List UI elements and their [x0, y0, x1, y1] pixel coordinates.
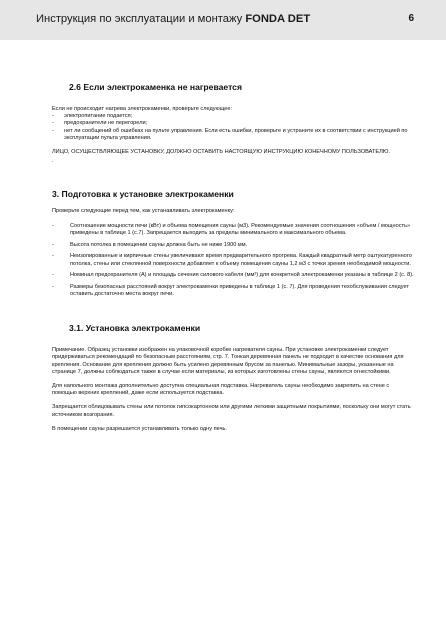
document-body [52, 82, 414, 433]
section-3-intro: Проверьте следующие перед тем, как устанавливать электрокаменку: [52, 208, 235, 215]
section-2-6-intro: Если не происходит нагрева электрокаменки, проверьте следующее: [52, 106, 233, 112]
section-3-1-paragraph: Для напольного монтажа дополнительно доступна специальная подставка. Нагреватель сауны необходимо закрепить на стене с помощью верхних креплений, даже если используется подставка. [52, 383, 390, 397]
header-title-text: Инструкция по эксплуатации и монтажу [36, 13, 243, 25]
section-2-6-heading: 2.6 Если электрокаменка не нагревается [69, 82, 242, 92]
installer-notice: ЛИЦО, ОСУЩЕСТВЛЯЮЩЕЕ УСТАНОВКУ, ДОЛЖНО ОСТАВИТЬ НАСТОЯЩУЮ ИНСТРУКЦИЮ КОНЕЧНОМУ ПОЛЬЗОВАТЕЛЮ. [52, 149, 390, 156]
section-3-1-paragraph: В помещении сауны разрешается устанавливать только одну печь. [52, 425, 227, 432]
list-item: - Высота потолка в помещении сауны должна быть не ниже 1900 мм. [52, 242, 414, 249]
section-2-6-list [52, 113, 414, 142]
page-header [0, 0, 446, 40]
list-item: - электропитание подается; [52, 113, 414, 120]
header-title [36, 13, 310, 25]
section-3-1-paragraph: Примечание. Образец установки изображен на упаковочной коробке нагревателя сауны. При установке электрокаменки следует придерживаться рекомендаций по безопасным расстояниям, стр. 7. Тонкая деревянная панель не подходит в качестве основания для крепления. Основание для крепления должно быть усилено деревянным брусом за панелью. Минимальные зазоры, указанные на странице 7, должны соблюдаться также в случае если материалы, из которых изготовлены стены сауны, являются огнестойкими. [52, 347, 404, 375]
section-3-1-paragraph: Запрещается облицовывать стены или потолок гипсокартонном или другими легкими защитными покрытиями, поскольку они могут стать источником возгорания. [52, 404, 411, 418]
section-3-heading: 3. Подготовка к установке электрокаменки [52, 189, 234, 200]
list-item: - нет ли сообщений об ошибках на пульте управления. Если есть ошибки, проверьте и устраните их в соответствии с инструкцией по эксплуатации пульта управления. [52, 128, 414, 142]
page-number: 6 [408, 13, 414, 24]
stray-dot: . [52, 158, 54, 165]
header-brand: FONDA DET [245, 13, 311, 25]
section-3-1-heading: 3.1. Установка электрокаменки [69, 323, 201, 334]
list-item: - Неизолированные и кирпичные стены увеличивают время предварительного прогрева. Каждый квадратный метр оштукатуренного потолка, стены или стеклянной поверхности добавляет к объему помещения сауны 1,2 м3 с точки зрения необходимой мощности. [52, 253, 414, 267]
section-3-list [52, 223, 414, 299]
list-item: - Соотношение мощности печи (кВт) и объема помещения сауны (м3). Рекомендуемые значения соотношения «объем / мощность» приведены в таблице 1 (с.7). Запрещается выходить за пределы минимального и максимального объема. [52, 223, 414, 237]
list-item: - Размеры безопасных расстояний вокруг электрокаменки приведены в таблице 1 (с. 7). Для проведения техобслуживания следует оставить достаточно места вокруг печи. [52, 284, 414, 298]
list-item: - предохранители не перегорели; [52, 120, 414, 127]
list-item: - Номинал предохранителя (А) и площадь сечения силового кабеля (мм²) для конкретной электрокаменки указаны в таблице 2 (с. 8). [52, 272, 414, 279]
